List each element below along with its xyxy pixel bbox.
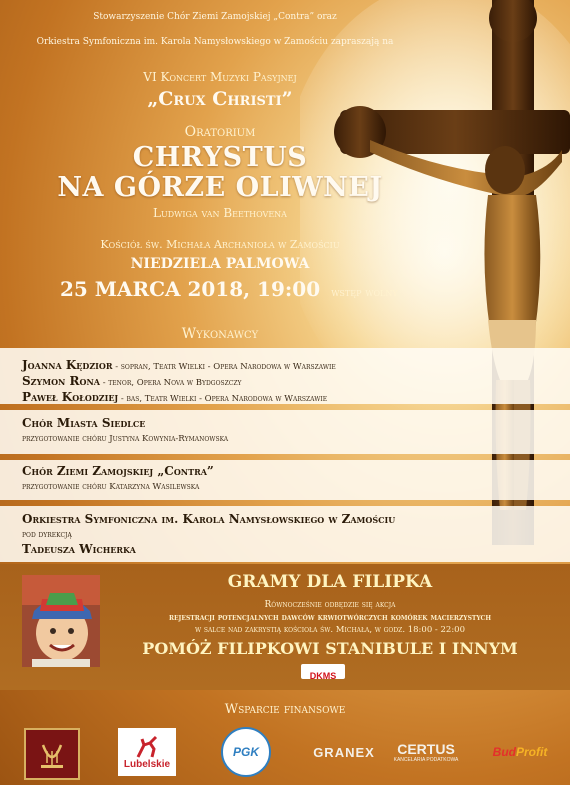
date-line <box>60 277 398 301</box>
day-label: NIEDZIELA PALMOWA <box>130 256 310 272</box>
concert-series: VI Koncert Muzyki Pasyjnej <box>143 70 297 84</box>
budprofit-logo <box>490 728 550 776</box>
charity-line-3: w salce nad zakrystią kościoła św. Michała, w godz. 18:00 - 22:00 <box>194 625 466 635</box>
soloist-3 <box>22 386 327 405</box>
charity-slogan: POMÓŻ FILIPKOWI STANIBULE I INNYM <box>142 639 518 658</box>
soloist-role: - tenor, Opera Nova w Bydgoszczy <box>100 378 242 388</box>
genre-label: Oratorium <box>184 124 256 140</box>
choir-2-name: Chór Ziemi Zamojskiej „Contra” <box>22 464 214 478</box>
choir-2-prep: przygotowanie chóru Katarzyna Wasilewska <box>22 482 200 492</box>
dkms-logo <box>301 664 345 679</box>
budprofit-text-a: Bud <box>492 745 516 759</box>
pgk-text: PGK <box>232 745 259 759</box>
entry-label: wstęp wolny <box>331 285 398 299</box>
pgk-logo <box>221 728 271 776</box>
performers-heading: Wykonawcy <box>181 326 259 342</box>
choir-crest-logo <box>24 728 80 780</box>
granex-text: GRANEX <box>313 744 375 760</box>
datetime: 25 MARCA 2018, 19:00 <box>60 277 321 301</box>
choir-1-band <box>0 410 570 454</box>
charity-line-2: rejestracji potencjalnych dawców krwiotwórczych komórek macierzystych <box>168 613 491 623</box>
orchestra-under: pod dyrekcją <box>22 530 72 540</box>
soloist-name: Joanna Kędzior <box>22 358 113 372</box>
soloist-name: Paweł Kołodziej <box>22 390 119 404</box>
granex-logo <box>312 728 376 776</box>
certus-text: CERTUS <box>397 741 455 757</box>
lubelskie-logo <box>118 728 176 776</box>
concert-name: „Crux Christi” <box>147 88 293 110</box>
header-line-1: Stowarzyszenie Chór Ziemi Zamojskiej „Contra” oraz <box>93 12 337 22</box>
conductor-name: Tadeusza Wicherka <box>22 542 136 556</box>
deer-icon <box>134 735 160 759</box>
choir-1-name: Chór Miasta Siedlce <box>22 416 146 430</box>
orchestra-name: Orkiestra Symfoniczna im. Karola Namysłowskiego w Zamościu <box>22 512 396 526</box>
header-line-2: Orkiestra Symfoniczna im. Karola Namysłowskiego w Zamościu zapraszają na <box>36 37 394 47</box>
lubelskie-text: Lubelskie <box>123 758 171 770</box>
lyre-icon <box>37 739 67 769</box>
composer: Ludwiga van Beethovena <box>153 206 287 220</box>
soloist-name: Szymon Rona <box>22 374 100 388</box>
charity-title: GRAMY DLA FILIPKA <box>227 572 433 592</box>
dkms-logo-text: DKMS <box>309 671 337 681</box>
title-line-2: NA GÓRZE OLIWNEJ <box>57 172 383 203</box>
venue: Kościół św. Michała Archanioła w Zamościu <box>100 238 340 251</box>
soloist-role: - sopran, Teatr Wielki - Opera Narodowa w Warszawie <box>112 362 336 372</box>
budprofit-text-b: Profit <box>515 745 548 759</box>
title-line-1: CHRYSTUS <box>132 142 308 173</box>
orchestra-band <box>0 506 570 562</box>
charity-line-1: Równocześnie odbędzie się akcja <box>264 600 396 610</box>
choir-2-band <box>0 460 570 500</box>
soloist-role: - bas, Teatr Wielki - Opera Narodowa w Warszawie <box>118 394 328 404</box>
soloists-band <box>0 348 570 404</box>
sponsors-heading: Wsparcie finansowe <box>224 702 346 717</box>
certus-subtext: KANCELARIA PODATKOWA <box>393 757 459 763</box>
certus-logo <box>393 728 459 776</box>
child-photo <box>22 575 100 667</box>
choir-1-prep: przygotowanie chóru Justyna Kowynia-Rymanowska <box>22 434 229 444</box>
